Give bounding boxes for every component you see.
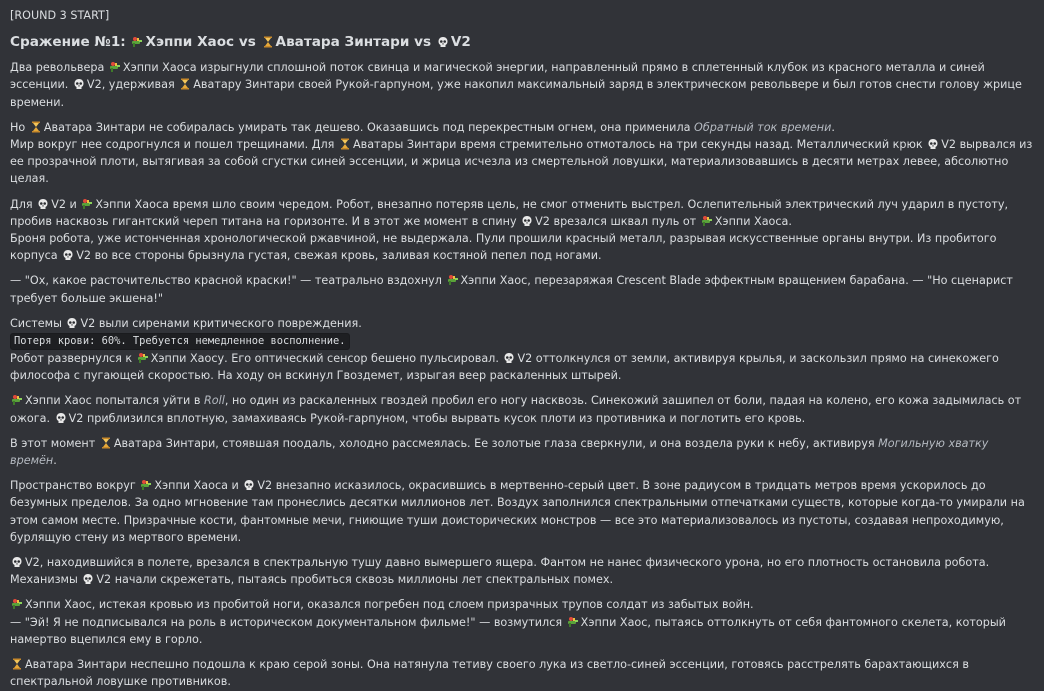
green-cactus-gun-icon (131, 36, 143, 48)
green-cactus-gun-icon (701, 215, 713, 227)
green-cactus-gun-icon (137, 352, 149, 364)
character-name: Аватара Зинтари, (113, 436, 219, 450)
story-paragraph-10 (10, 596, 1034, 648)
text: своей Рукой-гарпуном, уже накопил максимальный заряд в электрическом револьвере и был готов снести голову жрице времени. (10, 78, 1022, 109)
text: стоявшая поодаль, холодно рассмеялась. Ее золотые глаза сверкнули, и она воздела руки к небу, активируя (222, 436, 875, 450)
text: находившийся в полете, врезался в спектральную тушу давно вымершего ящера. Фантом не нанес физического урона, но его плотность остановила робота. Механизмы (10, 556, 990, 587)
hourglass-icon (30, 121, 42, 133)
title-happy-chaos: Хэппи Хаос (145, 34, 235, 51)
text: время стремительно отмоталось на три секунды назад. Металлический крюк (459, 138, 923, 152)
text: Его оптический сенсор бешено пульсировал. (231, 352, 499, 366)
text: внезапно исказилось, окрасившись в мертвенно-серый цвет. В зоне радиусом в тридцать метров время ускорилось до безумных пределов. За одно мгновение там пронеслись десятки миллионов лет. Воздух заполнился спектральными отпечатками существ, которые когда-то умирали на этом самом месте. Призрачные кости, фантомные мечи, гниющие туши доисторических монстров — все это материализовалось из пустоты, создавая непроходимую, бурлящую стену из мертвого времени. (10, 479, 1025, 544)
text: неспешно подошла к краю серой зоны. Она натянула тетиву своего лука из светло-синей эссенции, готовясь расстрелять барахтающихся в спектральной ловушке противников. (10, 658, 969, 689)
title-prefix: Сражение №1: (10, 34, 126, 51)
character-name: Хэппи Хаосу. (150, 352, 228, 366)
character-name: V2 (51, 197, 66, 211)
skull-robot-icon (437, 36, 449, 48)
character-name: Хэппи Хаос (25, 394, 92, 408)
title-vs: vs (238, 34, 256, 51)
text: Но (10, 120, 26, 134)
character-name: V2 (941, 138, 957, 152)
green-cactus-gun-icon (140, 479, 152, 491)
skull-robot-icon (521, 215, 533, 227)
inline-code-status: Потеря крови: 60%. Требуется немедленное восполнение. (10, 333, 350, 350)
text: и (69, 197, 77, 211)
story-paragraph-9 (10, 554, 1034, 588)
text: изрыгнули сплошной поток свинца и магической энергии, направленный прямо в сплетенный клубок из красного металла и синей эссенции. (10, 61, 985, 92)
text: Робот развернулся к (10, 352, 133, 366)
text: врезался шквал пуль от (553, 214, 697, 228)
character-name: Аватара Зинтари (25, 658, 127, 672)
skull-robot-icon (503, 352, 515, 364)
hourglass-icon (11, 658, 23, 670)
green-cactus-gun-icon (567, 616, 579, 628)
story-paragraph-11 (10, 656, 1034, 690)
character-name: V2, удерживая (86, 78, 175, 92)
skill-name: Обратный ток времени (694, 120, 832, 134)
text: Для (10, 197, 33, 211)
character-name: V2 (80, 316, 96, 330)
skull-robot-icon (243, 479, 255, 491)
character-name: Аватару Зинтари (193, 78, 295, 92)
text: В этот момент (10, 436, 96, 450)
round-header: [ROUND 3 START] (10, 9, 110, 22)
text: . (53, 454, 57, 468)
text: Два револьвера (10, 61, 105, 75)
character-name: Хэппи Хаос, (460, 274, 531, 288)
skull-robot-icon (62, 249, 74, 261)
story-paragraph-1 (10, 59, 1034, 111)
skill-name: Roll (204, 394, 225, 408)
text: выли сиренами критического повреждения. (98, 316, 362, 330)
skull-robot-icon (37, 198, 49, 210)
skull-robot-icon (55, 412, 67, 424)
text: Системы (10, 316, 62, 330)
title-v2: V2 (450, 34, 471, 51)
text: и (231, 479, 239, 493)
character-name: V2, (25, 556, 44, 570)
character-name: Хэппи Хаос, (25, 598, 96, 612)
character-name: Хэппи Хаос, (580, 615, 651, 629)
green-cactus-gun-icon (11, 394, 23, 406)
skull-robot-icon (11, 556, 23, 568)
text: . (831, 120, 835, 134)
character-name: V2 (68, 411, 84, 425)
skull-robot-icon (82, 573, 94, 585)
text: время шло своим чередом. Робот, внезапно потеряв цель, не смог отменить выстрел. Ослепительный электрический луч ударил в пустоту, пробив насквозь гигантский череп титана на горизонте. И в этот же момент в спину (10, 197, 1009, 228)
story-paragraph-5 (10, 315, 1034, 385)
text: Броня робота, уже истонченная хронологической ржавчиной, не выдержала. Пули прошили красный металл, разрывая искусственные органы внутри. Из пробитого корпуса (10, 232, 997, 263)
story-paragraph-6 (10, 392, 1034, 426)
character-name: V2 (257, 479, 273, 493)
skull-robot-icon (927, 138, 939, 150)
character-name: Хэппи Хаоса. (714, 214, 792, 228)
story-paragraph-2 (10, 119, 1034, 188)
text: Мир вокруг нее содрогнулся и пошел трещинами. Для (10, 138, 335, 152)
skull-robot-icon (66, 317, 78, 329)
battle-title (10, 32, 1034, 52)
character-name: Хэппи Хаоса (95, 197, 170, 211)
green-cactus-gun-icon (11, 598, 23, 610)
hourglass-icon (100, 437, 112, 449)
character-name: V2 (96, 573, 112, 587)
text: во все стороны брызнула густая, свежая кровь, заливая костяной пепел под ногами. (94, 249, 602, 263)
character-name: Хэппи Хаоса (154, 479, 228, 493)
story-paragraph-4 (10, 272, 1034, 306)
hourglass-icon (179, 78, 191, 90)
green-cactus-gun-icon (109, 61, 121, 73)
hourglass-icon (339, 138, 351, 150)
character-name: Аватары Зинтари (352, 138, 457, 152)
text: не собиралась умирать так дешево. Оказавшись под перекрестным огнем, она применила (148, 120, 691, 134)
story-paragraph-8 (10, 477, 1034, 546)
text: оттолкнулся от земли, активируя крылья, и заскользил прямо на синекожего философа с пугающей скоростью. На ходу он вскинул Гвоздемет, изрыгая веер раскаленных штырей. (10, 352, 999, 383)
skull-robot-icon (73, 78, 85, 90)
skill-name: Могильную хватку времён (10, 436, 989, 468)
character-name: Хэппи Хаоса (122, 61, 197, 75)
text: приблизился вплотную, замахиваясь Рукой-гарпуном, чтобы вырвать кусок плоти из противника и поглотить его кровь. (86, 411, 806, 425)
text: , но один из раскаленных гвоздей пробил его ногу насквозь. Синекожий зашипел от боли, падая на колено, его кожа задымилась от ожога. (10, 394, 1022, 425)
title-avatar-zintari: Аватара Зинтари (275, 34, 410, 51)
title-vs: vs (414, 34, 432, 51)
character-name: V2 (517, 352, 533, 366)
text: Пространство вокруг (10, 479, 136, 493)
text: вырвался из ее прозрачной плоти, вытягивая за собой сгустки синей эссенции, и жрица исчезла из смертельной ловушки, материализовавшись в десяти метрах левее, абсолютно целая. (10, 138, 1033, 186)
text: попытался уйти в (95, 394, 201, 408)
text: — "Ох, какое расточительство красной краски!" — театрально вздохнул (10, 274, 442, 288)
text: начали скрежетать, пытаясь пробиться сквозь миллионы лет спектральных помех. (114, 573, 614, 587)
text: пытаясь оттолкнуть от себя фантомного скелета, который намертво вцепился ему в горло. (10, 615, 1006, 646)
green-cactus-gun-icon (81, 198, 93, 210)
character-name: V2 (535, 214, 550, 228)
character-name: V2 (76, 249, 91, 263)
story-paragraph-7 (10, 435, 1034, 469)
green-cactus-gun-icon (447, 274, 459, 286)
text: — "Эй! Я не подписывался на роль в историческом документальном фильме!" — возмутился (10, 615, 563, 629)
hourglass-icon (262, 36, 274, 48)
character-name: Аватара Зинтари (43, 120, 146, 134)
text: истекая кровью из пробитой ноги, оказался погребен под слоем призрачных трупов солдат из забытых войн. (98, 598, 754, 612)
text: перезаряжая Crescent Blade эффектным вращением барабана. — "Но сценарист требует больше экшена!" (10, 274, 1013, 305)
story-paragraph-3 (10, 196, 1034, 265)
